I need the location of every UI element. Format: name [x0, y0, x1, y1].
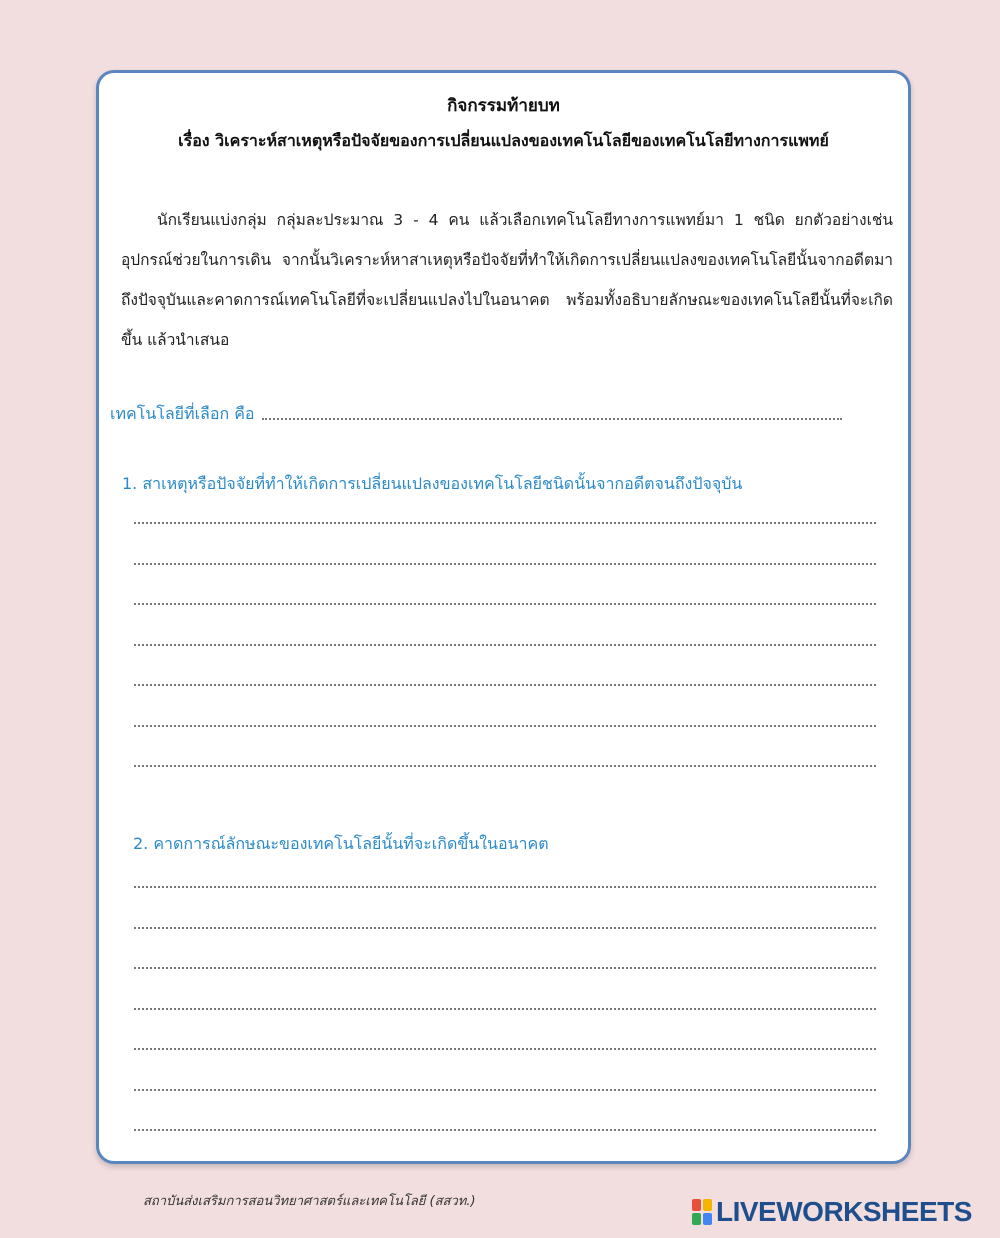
instructions-paragraph: นักเรียนแบ่งกลุ่ม กลุ่มละประมาณ 3 - 4 คน แล้วเลือกเทคโนโลยีทางการแพทย์มา 1 ชนิด ยกตัวอย่างเช่น อุปกรณ์ช่วยในการเดิน จากนั้นวิเคราะห์หาสาเหตุหรือปัจจัยที่ทำให้เกิดการเปลี่ยนแปลงของเทคโนโลยีนั้นจากอดีตมาถึงปัจจุบันและคาดการณ์เทคโนโลยีที่จะเปลี่ยนแปลงไปในอนาคต พร้อมทั้งอธิบายลักษณะของเทคโนโลยีนั้นที่จะเกิดขึ้น แล้วนำเสนอ: [121, 211, 893, 349]
answer-line-q2[interactable]: [134, 1008, 876, 1010]
answer-line-q1[interactable]: [134, 684, 876, 686]
selected-technology-answer-line[interactable]: [262, 418, 842, 420]
answer-line-q1[interactable]: [134, 765, 876, 767]
liveworksheets-logo: [692, 1196, 972, 1228]
answer-line-q1[interactable]: [134, 522, 876, 524]
worksheet-title: กิจกรรมท้ายบท: [447, 96, 560, 116]
answer-line-q1[interactable]: [134, 603, 876, 605]
answer-line-q1[interactable]: [134, 725, 876, 727]
answer-line-q2[interactable]: [134, 927, 876, 929]
footer-credit: สถาบันส่งเสริมการสอนวิทยาศาสตร์และเทคโนโลยี (สสวท.): [143, 1194, 476, 1209]
worksheet-subtitle: เรื่อง วิเคราะห์สาเหตุหรือปัจจัยของการเปลี่ยนแปลงของเทคโนโลยีของเทคโนโลยีทางการแพทย์: [178, 131, 829, 150]
answer-line-q1[interactable]: [134, 563, 876, 565]
answer-line-q1[interactable]: [134, 644, 876, 646]
liveworksheets-logo-icon: [692, 1199, 712, 1225]
answer-line-q2[interactable]: [134, 886, 876, 888]
liveworksheets-brand-text: LIVEWORKSHEETS: [716, 1196, 972, 1227]
selected-technology-label: เทคโนโลยีที่เลือก คือ: [110, 404, 255, 423]
answer-line-q2[interactable]: [134, 1089, 876, 1091]
question-1-label: 1. สาเหตุหรือปัจจัยที่ทำให้เกิดการเปลี่ยนแปลงของเทคโนโลยีชนิดนั้นจากอดีตจนถึงปัจจุบัน: [122, 474, 743, 493]
question-2-label: 2. คาดการณ์ลักษณะของเทคโนโลยีนั้นที่จะเกิดขึ้นในอนาคต: [133, 834, 549, 853]
answer-line-q2[interactable]: [134, 1048, 876, 1050]
answer-line-q2[interactable]: [134, 967, 876, 969]
answer-line-q2[interactable]: [134, 1129, 876, 1131]
